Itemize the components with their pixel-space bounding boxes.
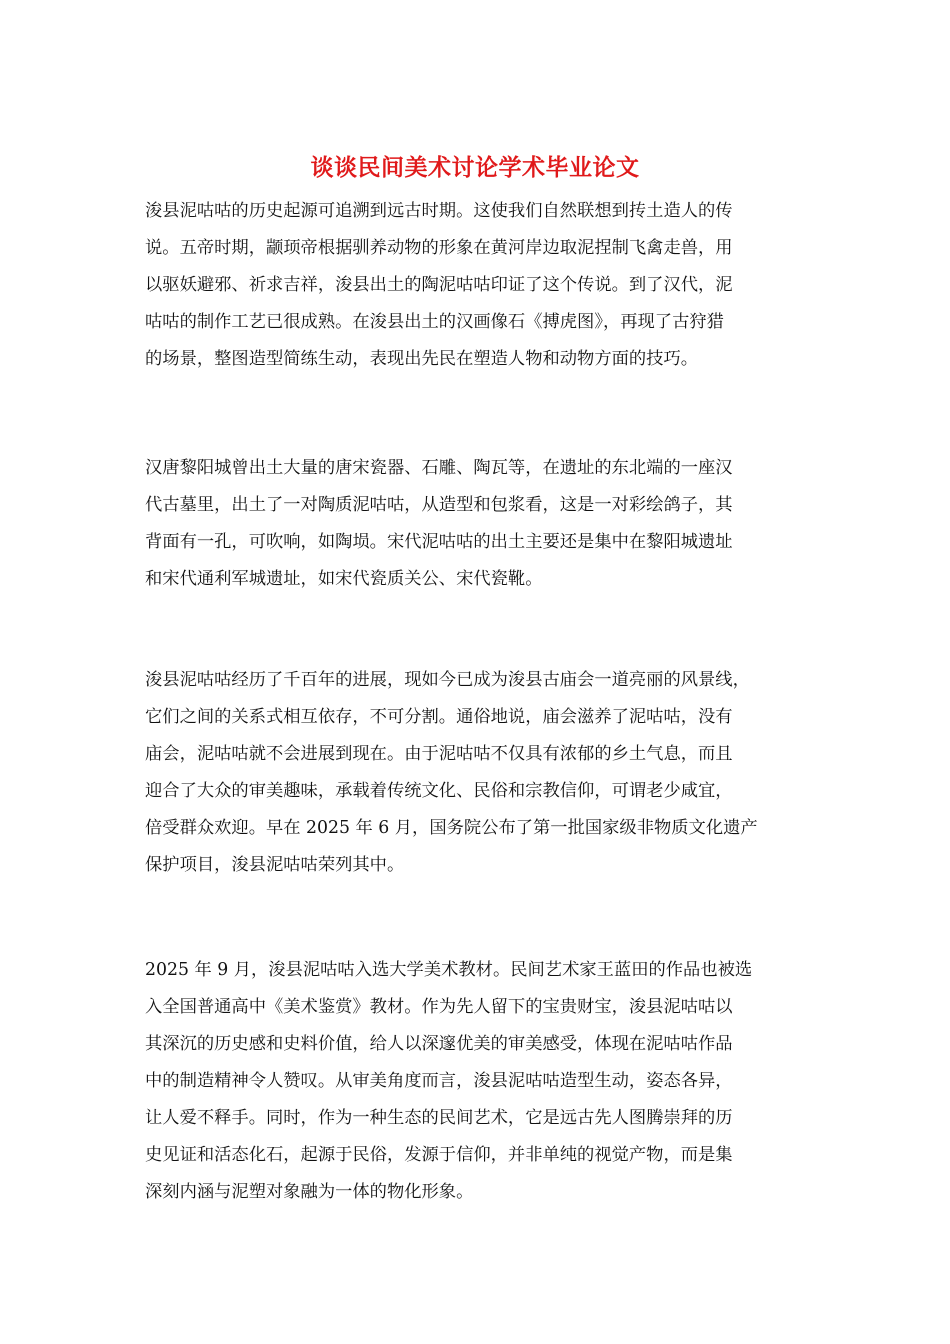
text-line: 浚县泥咕咕经历了千百年的进展，现如今已成为浚县古庙会一道亮丽的风景线， xyxy=(145,670,750,690)
text-line: 入全国普通高中《美术鉴赏》教材。作为先人留下的宝贵财宝，浚县泥咕咕以 xyxy=(145,997,733,1017)
text-line: 其深沉的历史感和史料价值，给人以深邃优美的审美感受，体现在泥咕咕作品 xyxy=(145,1034,733,1054)
text-line: 它们之间的关系式相互依存，不可分割。通俗地说，庙会滋养了泥咕咕，没有 xyxy=(145,707,733,727)
text-line: 代古墓里，出土了一对陶质泥咕咕，从造型和包浆看，这是一对彩绘鸽子，其 xyxy=(145,495,733,515)
text-line: 以驱妖避邪、祈求吉祥，浚县出土的陶泥咕咕印证了这个传说。到了汉代，泥 xyxy=(145,275,733,295)
text-line: 保护项目，浚县泥咕咕荣列其中。 xyxy=(145,855,405,875)
text-line: 深刻内涵与泥塑对象融为一体的物化形象。 xyxy=(145,1182,474,1202)
text-line: 汉唐黎阳城曾出土大量的唐宋瓷器、石雕、陶瓦等，在遗址的东北端的一座汉 xyxy=(145,458,733,478)
text-line: 和宋代通利军城遗址，如宋代瓷质关公、宋代瓷靴。 xyxy=(145,569,543,589)
text-line: 庙会，泥咕咕就不会进展到现在。由于泥咕咕不仅具有浓郁的乡土气息，而且 xyxy=(145,744,733,764)
text-line: 让人爱不释手。同时，作为一种生态的民间艺术，它是远古先人图腾崇拜的历 xyxy=(145,1108,733,1128)
text-line: 说。五帝时期，颛顼帝根据驯养动物的形象在黄河岸边取泥捏制飞禽走兽，用 xyxy=(145,238,733,258)
document-title: 谈谈民间美术讨论学术毕业论文 xyxy=(310,154,640,181)
text-line: 背面有一孔，可吹响，如陶埙。宋代泥咕咕的出土主要还是集中在黎阳城遗址 xyxy=(145,532,733,552)
text-line: 的场景，整图造型简练生动，表现出先民在塑造人物和动物方面的技巧。 xyxy=(145,349,699,369)
text-line: 咕咕的制作工艺已很成熟。在浚县出土的汉画像石《搏虎图》，再现了古狩猎 xyxy=(145,312,724,332)
text-line: 中的制造精神令人赞叹。从审美角度而言，浚县泥咕咕造型生动，姿态各异， xyxy=(145,1071,733,1091)
text-line: 倍受群众欢迎。早在 2025 年 6 月，国务院公布了第一批国家级非物质文化遗产 xyxy=(145,818,758,838)
text-line: 2025 年 9 月，浚县泥咕咕入选大学美术教材。民间艺术家王蓝田的作品也被选 xyxy=(145,960,753,980)
text-line: 浚县泥咕咕的历史起源可追溯到远古时期。这使我们自然联想到抟土造人的传 xyxy=(145,201,733,221)
text-line: 史见证和活态化石，起源于民俗，发源于信仰，并非单纯的视觉产物，而是集 xyxy=(145,1145,733,1165)
text-line: 迎合了大众的审美趣味，承载着传统文化、民俗和宗教信仰，可谓老少咸宜， xyxy=(145,781,733,801)
